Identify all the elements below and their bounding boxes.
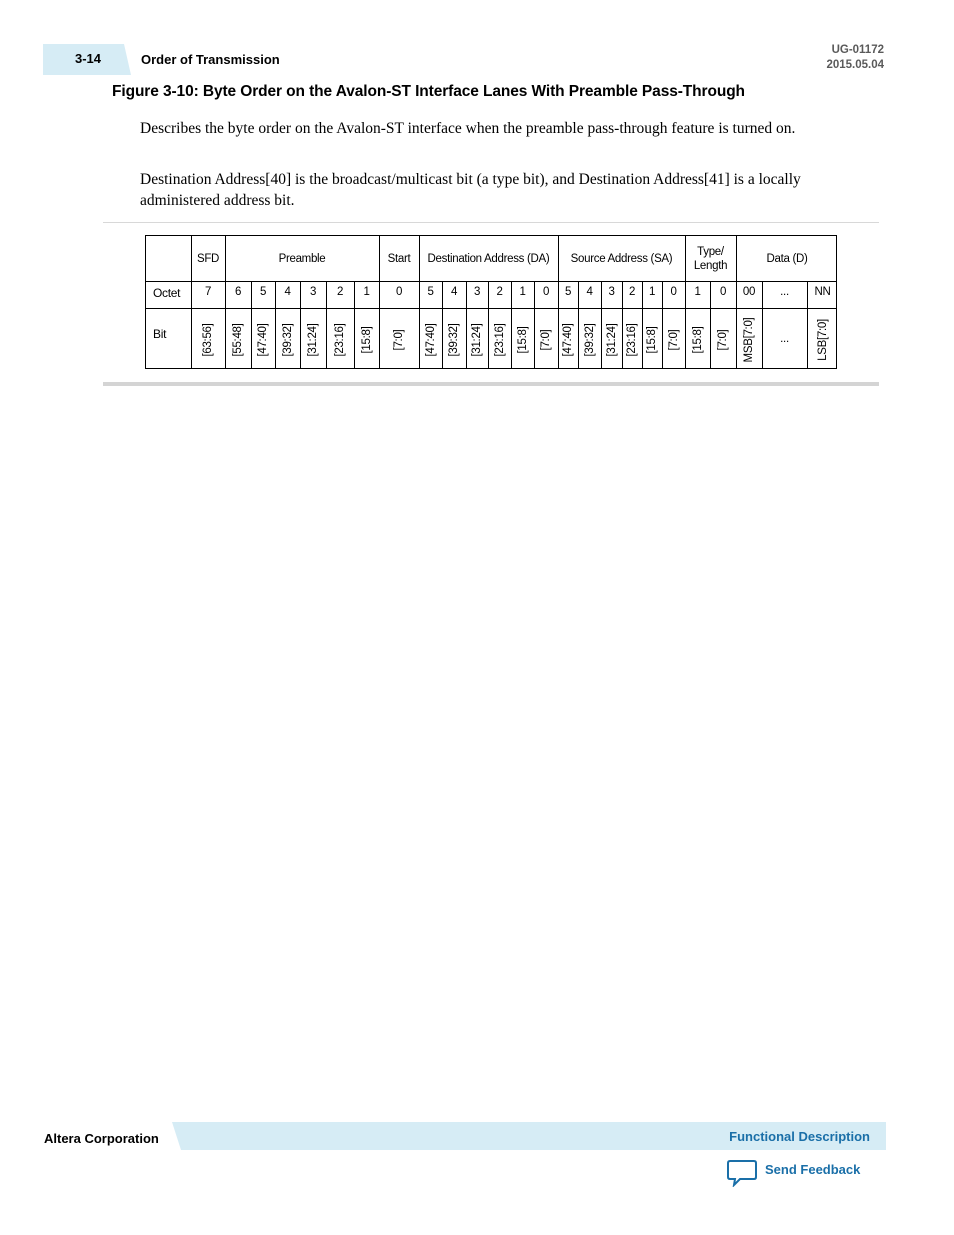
footer-section-link[interactable]: Functional Description <box>729 1129 870 1144</box>
octet-cell: 0 <box>670 286 677 298</box>
octet-cell: 1 <box>519 286 526 298</box>
bit-cell: [47:40] <box>424 323 437 357</box>
table-gridline <box>146 308 836 309</box>
figure-title: Figure 3-10: Byte Order on the Avalon-ST Interface Lanes With Preamble Pass-Through <box>112 83 745 100</box>
bit-cell: [15:8] <box>360 326 373 354</box>
octet-cell: 1 <box>648 286 656 298</box>
bit-cell: [39:32] <box>583 323 596 357</box>
octet-cell: 2 <box>496 286 503 298</box>
bit-cell: [7:0] <box>393 329 405 351</box>
figure-description: Describes the byte order on the Avalon-ST interface when the preamble pass-through feature is turned on. <box>140 120 796 137</box>
page-number: 3-14 <box>75 51 102 66</box>
company-name: Altera Corporation <box>44 1131 159 1146</box>
bit-cell: ... <box>780 333 789 345</box>
bit-cell: [47:40] <box>257 323 269 357</box>
doc-id: UG-01172 <box>831 44 884 56</box>
bit-cell: [55:48] <box>232 323 244 357</box>
row-label-octet: Octet <box>153 286 181 300</box>
octet-cell: 3 <box>608 286 615 298</box>
octet-cell: 1 <box>363 286 370 298</box>
figure-rule-bottom <box>103 382 879 386</box>
byte-order-table <box>145 235 837 369</box>
bit-cell: [39:32] <box>281 323 294 357</box>
octet-cell: 5 <box>564 286 572 298</box>
bit-cell: [39:32] <box>448 323 460 357</box>
octet-cell: 00 <box>742 286 756 298</box>
header-group-cell: Preamble <box>278 252 326 265</box>
octet-cell: 4 <box>450 286 458 298</box>
octet-cell: 5 <box>259 286 267 298</box>
table-gridline <box>146 281 836 282</box>
bit-cell: [7:0] <box>667 329 680 351</box>
header-group-cell: Data (D) <box>766 252 808 265</box>
octet-cell: 6 <box>234 286 242 298</box>
bit-cell: [7:0] <box>540 329 552 351</box>
row-label-bit: Bit <box>153 327 167 341</box>
bit-cell: [23:16] <box>334 323 346 357</box>
bit-cell: [23:16] <box>493 323 506 357</box>
bit-cell: [15:8] <box>516 326 529 354</box>
bit-cell: [31:24] <box>605 323 618 357</box>
octet-cell: 0 <box>542 286 550 298</box>
bit-cell: LSB[7:0] <box>816 319 829 361</box>
octet-cell: 4 <box>284 286 291 298</box>
bit-cell: [15:8] <box>691 326 704 354</box>
bit-cell: [47:40] <box>562 323 574 357</box>
octet-cell: 3 <box>309 286 317 298</box>
octet-cell: ... <box>780 286 789 298</box>
octet-cell: 2 <box>336 286 344 298</box>
octet-cell: 2 <box>628 286 636 298</box>
octet-cell: 0 <box>719 286 727 298</box>
feedback-icon[interactable] <box>727 1159 757 1187</box>
bit-cell: [23:16] <box>626 323 638 357</box>
octet-cell: 7 <box>204 286 212 298</box>
send-feedback-link[interactable]: Send Feedback <box>765 1162 861 1177</box>
bit-cell: [15:8] <box>646 326 658 354</box>
octet-cell: 1 <box>694 286 701 298</box>
section-title: Order of Transmission <box>141 52 280 67</box>
octet-cell: NN <box>814 286 831 298</box>
header-group-cell: Destination Address (DA) <box>427 252 550 265</box>
header-group-cell: Start <box>387 252 411 265</box>
header-group-cell: Type/ Length <box>693 245 728 272</box>
bit-cell: [31:24] <box>307 323 319 357</box>
octet-cell: 0 <box>395 286 403 298</box>
figure-rule-top <box>103 222 879 223</box>
octet-cell: 5 <box>427 286 434 298</box>
bit-cell: [63:56] <box>202 323 214 357</box>
header-group-cell: Source Address (SA) <box>570 252 673 265</box>
bit-cell: [31:24] <box>471 323 483 357</box>
bit-cell: MSB[7:0] <box>743 317 755 363</box>
header-group-cell: SFD <box>196 252 220 265</box>
octet-cell: 4 <box>586 286 593 298</box>
figure-note: Destination Address[40] is the broadcast/multicast bit (a type bit), and Destination Address[41] is a locally administered address bit. <box>140 171 801 209</box>
octet-cell: 3 <box>473 286 481 298</box>
doc-date: 2015.05.04 <box>826 59 884 71</box>
bit-cell: [7:0] <box>717 329 729 351</box>
doc-info <box>826 43 884 73</box>
